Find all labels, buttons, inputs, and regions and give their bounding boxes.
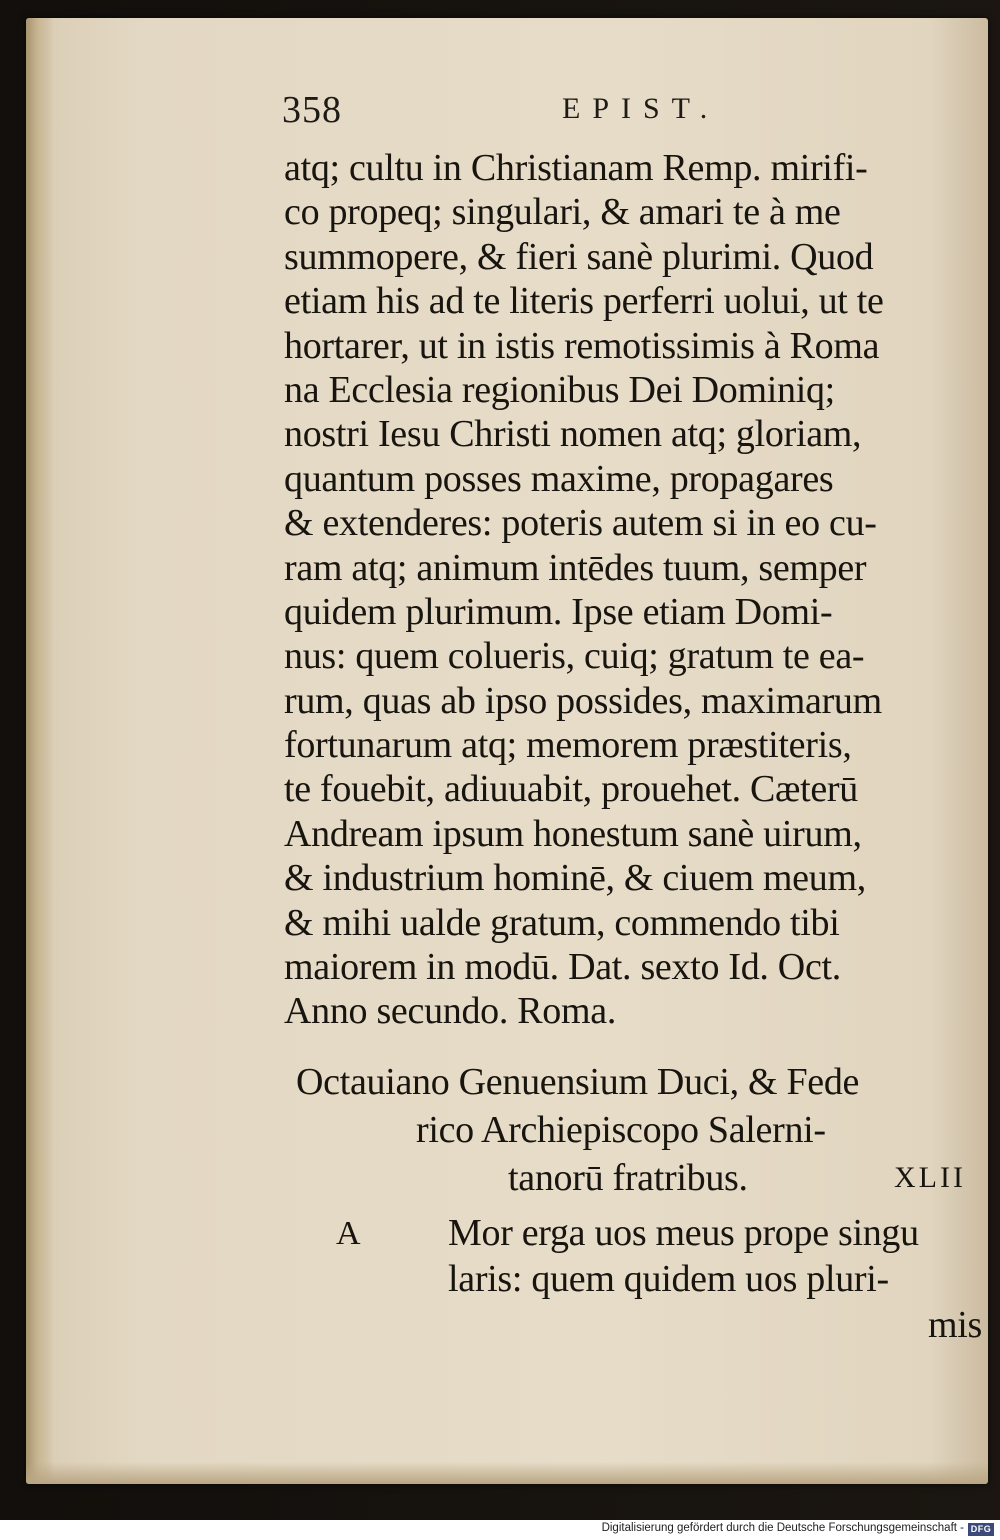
- page-bottom-edge: [26, 1462, 988, 1484]
- digitization-footer: [0, 1520, 1000, 1540]
- epistle-number: XLII: [894, 1161, 966, 1194]
- text-line: Andream ipsum honestum sanè uirum,: [284, 812, 862, 855]
- letter-closing-text: [284, 146, 984, 1034]
- text-line: rum, quas ab ipso possides, maximarum: [284, 679, 882, 722]
- page-header: [26, 84, 988, 134]
- book-page: [26, 18, 988, 1484]
- heading-line: Octauiano Genuensium Duci, & Fede: [296, 1061, 860, 1103]
- text-line: & mihi ualde gratum, commendo tibi: [284, 901, 840, 944]
- text-line: fortunarum atq; memorem præstiteris,: [284, 724, 852, 767]
- text-line: nus: quem colueris, cuiq; gratum te ea-: [284, 635, 865, 678]
- text-line: co propeq; singulari, & amari te à me: [284, 191, 841, 234]
- text-line: ram atq; animum intēdes tuum, semper: [284, 546, 867, 589]
- initial-letter: A: [336, 1215, 361, 1252]
- funding-credit: Digitalisierung gefördert durch die Deutsche Forschungsgemeinschaft -: [601, 1522, 964, 1534]
- catchword: mis: [927, 1304, 982, 1346]
- text-line: laris: quem quidem uos pluri-: [448, 1258, 889, 1300]
- text-line: atq; cultu in Christianam Remp. mirifi-: [284, 147, 868, 189]
- dfg-logo-icon: DFG: [968, 1523, 994, 1536]
- text-line: na Ecclesia regionibus Dei Dominiq;: [284, 368, 835, 411]
- text-line: quidem plurimum. Ipse etiam Domi-: [284, 590, 833, 633]
- text-line: Mor erga uos meus prope singu: [448, 1212, 919, 1254]
- text-line: summopere, & fieri sanè plurimi. Quod: [284, 235, 874, 278]
- heading-line-with-number: [296, 1154, 986, 1202]
- page-number: 358: [282, 89, 342, 131]
- letter-heading: [296, 1058, 986, 1202]
- text-line: te fouebit, adiuuabit, prouehet. Cæterū: [284, 768, 858, 811]
- heading-line: tanorū fratribus.: [508, 1157, 748, 1199]
- letter-body: [336, 1210, 986, 1348]
- text-line: hortarer, ut in istis remotissimis à Roma: [284, 324, 880, 367]
- heading-line: rico Archiepiscopo Salerni-: [416, 1109, 826, 1151]
- running-head: EPIST.: [562, 92, 720, 125]
- text-line: & extenderes: poteris autem si in eo cu-: [284, 502, 877, 545]
- text-line: Anno secundo. Roma.: [284, 990, 617, 1033]
- text-line: nostri Iesu Christi nomen atq; gloriam,: [284, 413, 862, 456]
- text-line: & industrium hominē, & ciuem meum,: [284, 857, 866, 900]
- page-gutter-edge: [26, 18, 54, 1484]
- text-line: maiorem in modū. Dat. sexto Id. Oct.: [284, 946, 841, 989]
- text-line: quantum posses maxime, propagares: [284, 457, 834, 500]
- text-line: etiam his ad te literis perferri uolui, ut te: [284, 280, 884, 323]
